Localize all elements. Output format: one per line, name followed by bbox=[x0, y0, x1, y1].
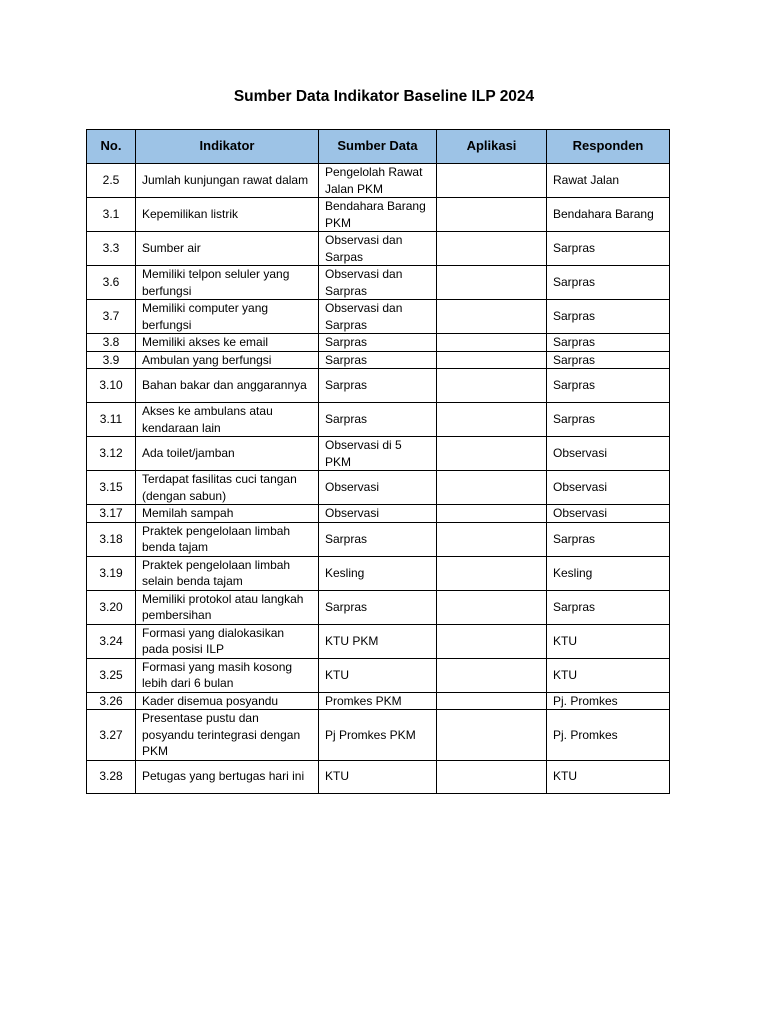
cell-responden: KTU bbox=[547, 624, 670, 658]
cell-aplikasi bbox=[437, 232, 547, 266]
cell-sumber-data: Pengelolah Rawat Jalan PKM bbox=[319, 164, 437, 198]
cell-indikator: Presentase pustu dan posyandu terintegrasi dengan PKM bbox=[136, 710, 319, 761]
column-header-responden: Responden bbox=[547, 130, 670, 164]
cell-responden: Sarpras bbox=[547, 590, 670, 624]
cell-aplikasi bbox=[437, 505, 547, 523]
cell-indikator: Praktek pengelolaan limbah selain benda tajam bbox=[136, 556, 319, 590]
table-row bbox=[87, 369, 670, 403]
cell-aplikasi bbox=[437, 437, 547, 471]
table-row bbox=[87, 403, 670, 437]
cell-aplikasi bbox=[437, 624, 547, 658]
cell-no: 3.24 bbox=[87, 624, 136, 658]
cell-no: 3.9 bbox=[87, 351, 136, 369]
cell-aplikasi bbox=[437, 164, 547, 198]
table-row bbox=[87, 658, 670, 692]
table-header-row bbox=[87, 130, 670, 164]
table-row bbox=[87, 556, 670, 590]
cell-aplikasi bbox=[437, 266, 547, 300]
table-row bbox=[87, 300, 670, 334]
table-row bbox=[87, 692, 670, 710]
cell-indikator: Kader disemua posyandu bbox=[136, 692, 319, 710]
column-header-sumber-data: Sumber Data bbox=[319, 130, 437, 164]
page-title: Sumber Data Indikator Baseline ILP 2024 bbox=[233, 88, 535, 105]
table-row bbox=[87, 471, 670, 505]
table-row bbox=[87, 266, 670, 300]
cell-sumber-data: Observasi di 5 PKM bbox=[319, 437, 437, 471]
cell-sumber-data: Promkes PKM bbox=[319, 692, 437, 710]
cell-responden: Sarpras bbox=[547, 232, 670, 266]
cell-indikator: Kepemilikan listrik bbox=[136, 198, 319, 232]
cell-aplikasi bbox=[437, 403, 547, 437]
cell-responden: KTU bbox=[547, 760, 670, 793]
cell-sumber-data: KTU bbox=[319, 760, 437, 793]
cell-sumber-data: Sarpras bbox=[319, 590, 437, 624]
cell-responden: Sarpras bbox=[547, 403, 670, 437]
cell-responden: Kesling bbox=[547, 556, 670, 590]
cell-responden: Pj. Promkes bbox=[547, 710, 670, 761]
cell-responden: Sarpras bbox=[547, 266, 670, 300]
cell-indikator: Petugas yang bertugas hari ini bbox=[136, 760, 319, 793]
cell-indikator: Ambulan yang berfungsi bbox=[136, 351, 319, 369]
cell-sumber-data: Observasi bbox=[319, 505, 437, 523]
table-row bbox=[87, 164, 670, 198]
column-header-no: No. bbox=[87, 130, 136, 164]
column-header-aplikasi: Aplikasi bbox=[437, 130, 547, 164]
cell-aplikasi bbox=[437, 556, 547, 590]
cell-no: 3.8 bbox=[87, 334, 136, 352]
cell-responden: Pj. Promkes bbox=[547, 692, 670, 710]
cell-indikator: Praktek pengelolaan limbah benda tajam bbox=[136, 522, 319, 556]
table-row bbox=[87, 760, 670, 793]
cell-no: 3.17 bbox=[87, 505, 136, 523]
cell-indikator: Terdapat fasilitas cuci tangan (dengan sabun) bbox=[136, 471, 319, 505]
cell-responden: Observasi bbox=[547, 471, 670, 505]
cell-sumber-data: Sarpras bbox=[319, 369, 437, 403]
cell-indikator: Memiliki computer yang berfungsi bbox=[136, 300, 319, 334]
cell-aplikasi bbox=[437, 334, 547, 352]
cell-indikator: Jumlah kunjungan rawat dalam bbox=[136, 164, 319, 198]
cell-no: 3.25 bbox=[87, 658, 136, 692]
cell-no: 3.18 bbox=[87, 522, 136, 556]
cell-responden: Sarpras bbox=[547, 522, 670, 556]
cell-sumber-data: Observasi bbox=[319, 471, 437, 505]
cell-responden: KTU bbox=[547, 658, 670, 692]
cell-sumber-data: Observasi dan Sarpras bbox=[319, 300, 437, 334]
cell-indikator: Bahan bakar dan anggarannya bbox=[136, 369, 319, 403]
cell-responden: Sarpras bbox=[547, 351, 670, 369]
data-table bbox=[86, 129, 670, 794]
cell-responden: Observasi bbox=[547, 437, 670, 471]
cell-no: 3.10 bbox=[87, 369, 136, 403]
cell-aplikasi bbox=[437, 300, 547, 334]
cell-indikator: Memiliki telpon seluler yang berfungsi bbox=[136, 266, 319, 300]
table-body bbox=[87, 164, 670, 794]
cell-responden: Sarpras bbox=[547, 369, 670, 403]
cell-no: 3.12 bbox=[87, 437, 136, 471]
cell-sumber-data: Sarpras bbox=[319, 403, 437, 437]
cell-no: 3.26 bbox=[87, 692, 136, 710]
cell-sumber-data: KTU bbox=[319, 658, 437, 692]
cell-no: 2.5 bbox=[87, 164, 136, 198]
cell-indikator: Formasi yang dialokasikan pada posisi ILP bbox=[136, 624, 319, 658]
cell-indikator: Memilah sampah bbox=[136, 505, 319, 523]
cell-aplikasi bbox=[437, 471, 547, 505]
cell-aplikasi bbox=[437, 710, 547, 761]
cell-no: 3.20 bbox=[87, 590, 136, 624]
cell-aplikasi bbox=[437, 692, 547, 710]
cell-no: 3.1 bbox=[87, 198, 136, 232]
cell-no: 3.6 bbox=[87, 266, 136, 300]
cell-no: 3.15 bbox=[87, 471, 136, 505]
column-header-indikator: Indikator bbox=[136, 130, 319, 164]
table-row bbox=[87, 351, 670, 369]
cell-no: 3.7 bbox=[87, 300, 136, 334]
cell-sumber-data: Sarpras bbox=[319, 351, 437, 369]
table-row bbox=[87, 232, 670, 266]
cell-sumber-data: Bendahara Barang PKM bbox=[319, 198, 437, 232]
cell-no: 3.19 bbox=[87, 556, 136, 590]
cell-indikator: Akses ke ambulans atau kendaraan lain bbox=[136, 403, 319, 437]
table-row bbox=[87, 437, 670, 471]
cell-responden: Observasi bbox=[547, 505, 670, 523]
cell-aplikasi bbox=[437, 760, 547, 793]
cell-aplikasi bbox=[437, 198, 547, 232]
cell-no: 3.3 bbox=[87, 232, 136, 266]
cell-sumber-data: KTU PKM bbox=[319, 624, 437, 658]
cell-aplikasi bbox=[437, 369, 547, 403]
cell-sumber-data: Sarpras bbox=[319, 522, 437, 556]
cell-sumber-data: Kesling bbox=[319, 556, 437, 590]
cell-indikator: Sumber air bbox=[136, 232, 319, 266]
cell-aplikasi bbox=[437, 590, 547, 624]
cell-aplikasi bbox=[437, 658, 547, 692]
cell-aplikasi bbox=[437, 351, 547, 369]
cell-no: 3.28 bbox=[87, 760, 136, 793]
cell-sumber-data: Observasi dan Sarpras bbox=[319, 266, 437, 300]
table-row bbox=[87, 624, 670, 658]
cell-no: 3.11 bbox=[87, 403, 136, 437]
cell-indikator: Formasi yang masih kosong lebih dari 6 bulan bbox=[136, 658, 319, 692]
table-row bbox=[87, 590, 670, 624]
cell-responden: Bendahara Barang bbox=[547, 198, 670, 232]
cell-responden: Sarpras bbox=[547, 300, 670, 334]
cell-no: 3.27 bbox=[87, 710, 136, 761]
table-row bbox=[87, 505, 670, 523]
table-row bbox=[87, 710, 670, 761]
cell-sumber-data: Pj Promkes PKM bbox=[319, 710, 437, 761]
cell-responden: Rawat Jalan bbox=[547, 164, 670, 198]
cell-indikator: Memiliki protokol atau langkah pembersihan bbox=[136, 590, 319, 624]
cell-sumber-data: Observasi dan Sarpas bbox=[319, 232, 437, 266]
table-row bbox=[87, 334, 670, 352]
cell-responden: Sarpras bbox=[547, 334, 670, 352]
table-row bbox=[87, 522, 670, 556]
table-row bbox=[87, 198, 670, 232]
cell-sumber-data: Sarpras bbox=[319, 334, 437, 352]
cell-indikator: Memiliki akses ke email bbox=[136, 334, 319, 352]
cell-indikator: Ada toilet/jamban bbox=[136, 437, 319, 471]
cell-aplikasi bbox=[437, 522, 547, 556]
